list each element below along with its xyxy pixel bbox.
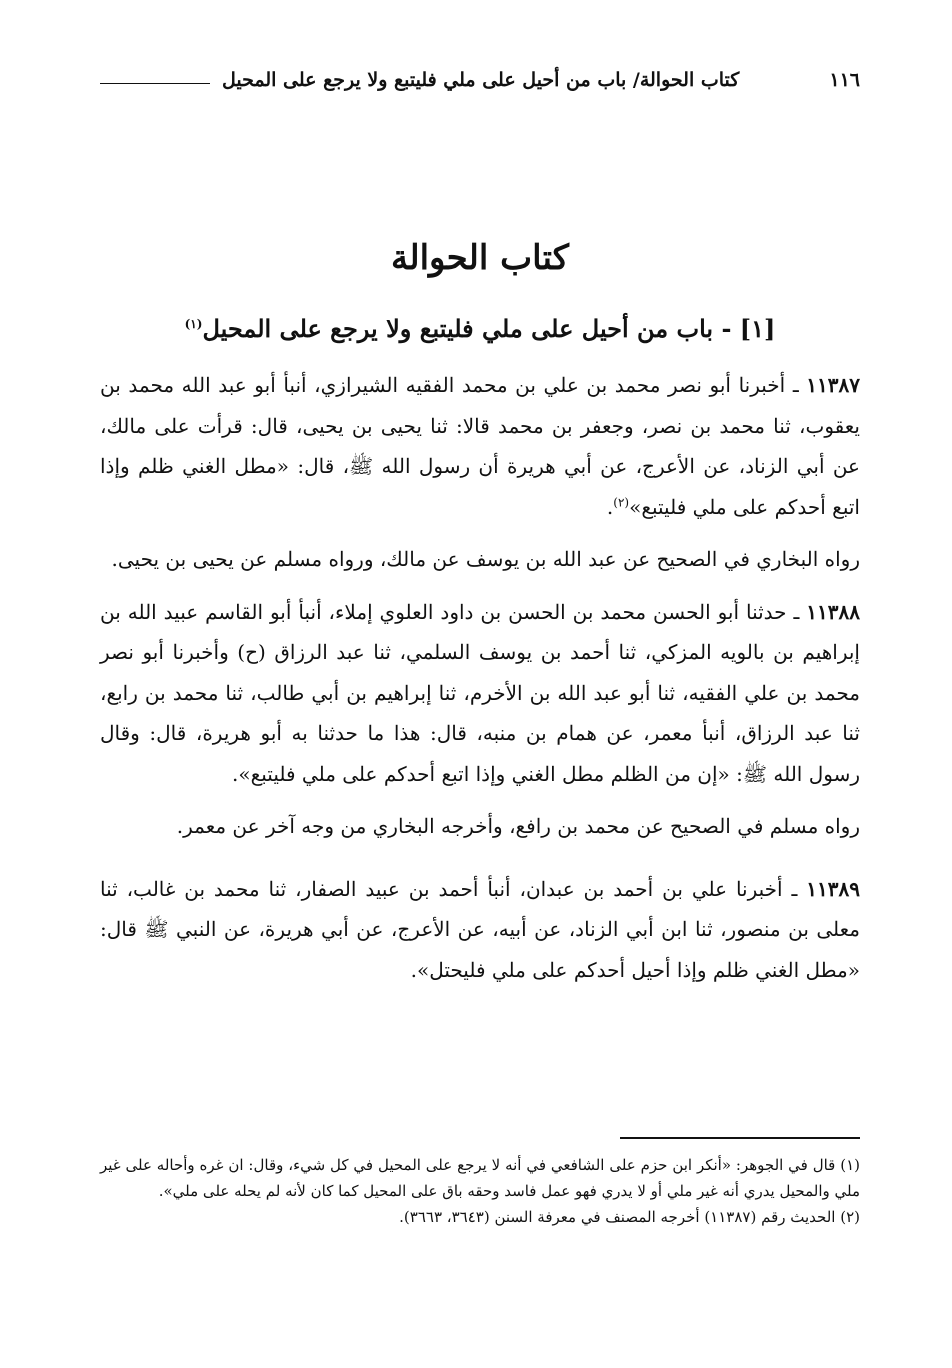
footnote: (٢) الحديث رقم (١١٣٨٧) أخرجه المصنف في معرفة السنن (٣٦٤٣، ٣٦٦٣). (399, 1208, 860, 1226)
footnote: (١) قال في الجوهر: «أنكر ابن حزم على الشافعي في أنه لا يرجع على المحيل في كل شيء، وقال: ان غره وأحاله على غير ملي والمحيل يدري أنه غير ملي أو لا يدري فهو عمل فاسد وحقه باق على المحيل كما كان لأنه لم يحله على ملي». (100, 1156, 860, 1200)
hadith-paragraph (100, 365, 860, 527)
running-title-group (100, 69, 739, 91)
book-title: كتاب الحوالة (390, 238, 569, 278)
chapter-title-text: - باب من أحيل على ملي فليتبع ولا يرجع على المحيل (202, 314, 732, 343)
paragraph-text: ـ حدثنا أبو الحسن محمد بن الحسن بن داود العلوي إملاء، أنبأ أبو القاسم عبيد الله بن إبراهيم بن بالويه المزكي، ثنا أحمد بن يوسف السلمي، ثنا عبد الرزاق (ح) وأخبرنا أبو نصر محمد بن علي الفقيه، ثنا أبو عبد الله بن الأخرم، ثنا إبراهيم بن أبي طالب، ثنا محمد بن رابع، ثنا عبد الرزاق، أنبأ معمر، عن همام بن منبه، قال: هذا ما حدثنا به أبو هريرة، قال: وقال رسول الله ﷺ: «إن من الظلم مطل الغني وإذا اتبع أحدكم على ملي فليتبع». (100, 599, 860, 786)
commentary-paragraph (100, 806, 860, 847)
page-number: ١١٦ (829, 69, 860, 91)
paragraph-text: رواه البخاري في الصحيح عن عبد الله بن يوسف عن مالك، ورواه مسلم عن يحيى بن يحيى. (111, 547, 860, 571)
running-title: كتاب الحوالة/ باب من أحيل على ملي فليتبع ولا يرجع على المحيل (222, 69, 740, 91)
footnote-ref: (١) (184, 317, 203, 331)
hadith-paragraph (100, 869, 860, 991)
paragraph-text: ـ أخبرنا علي بن أحمد بن عبدان، أنبأ أحمد بن عبيد الصفار، ثنا محمد بن غالب، ثنا معلى بن منصور، ثنا ابن أبي الزناد، عن أبيه، عن الأعرج، عن أبي هريرة، عن النبي ﷺ قال: «مطل الغني ظلم وإذا أحيل أحدكم على ملي فليحتل». (100, 876, 860, 982)
footnotes (100, 1152, 860, 1230)
running-header (100, 62, 860, 98)
hadith-paragraph (100, 592, 860, 795)
paragraph-text: ـ أخبرنا أبو نصر محمد بن علي بن محمد الفقيه الشيرازي، أنبأ أبو عبد الله محمد بن يعقوب، ثنا محمد بن نصر، وجعفر بن محمد قالا: ثنا يحيى بن يحيى، قال: قرأت على مالك، عن أبي الزناد، عن الأعرج، عن أبي هريرة أن رسول الله ﷺ، قال: «مطل الغني ظلم وإذا اتبع أحدكم على ملي فليتبع» (100, 373, 860, 519)
hadith-number: ١١٣٨٧ (806, 373, 860, 397)
header-rule (100, 83, 210, 84)
footnote-ref: (٢) (613, 494, 630, 509)
document-page (100, 62, 860, 1226)
footnote-separator (620, 1137, 860, 1139)
paragraph-tail: . (606, 494, 614, 519)
main-text (100, 365, 860, 990)
paragraph-text: رواه مسلم في الصحيح عن محمد بن رافع، وأخرجه البخاري من وجه آخر عن معمر. (176, 814, 860, 838)
chapter-number: [١] (739, 314, 776, 343)
hadith-number: ١١٣٨٩ (806, 876, 860, 901)
chapter-heading (100, 314, 860, 343)
commentary-paragraph (100, 539, 860, 580)
hadith-number: ١١٣٨٨ (806, 599, 860, 624)
